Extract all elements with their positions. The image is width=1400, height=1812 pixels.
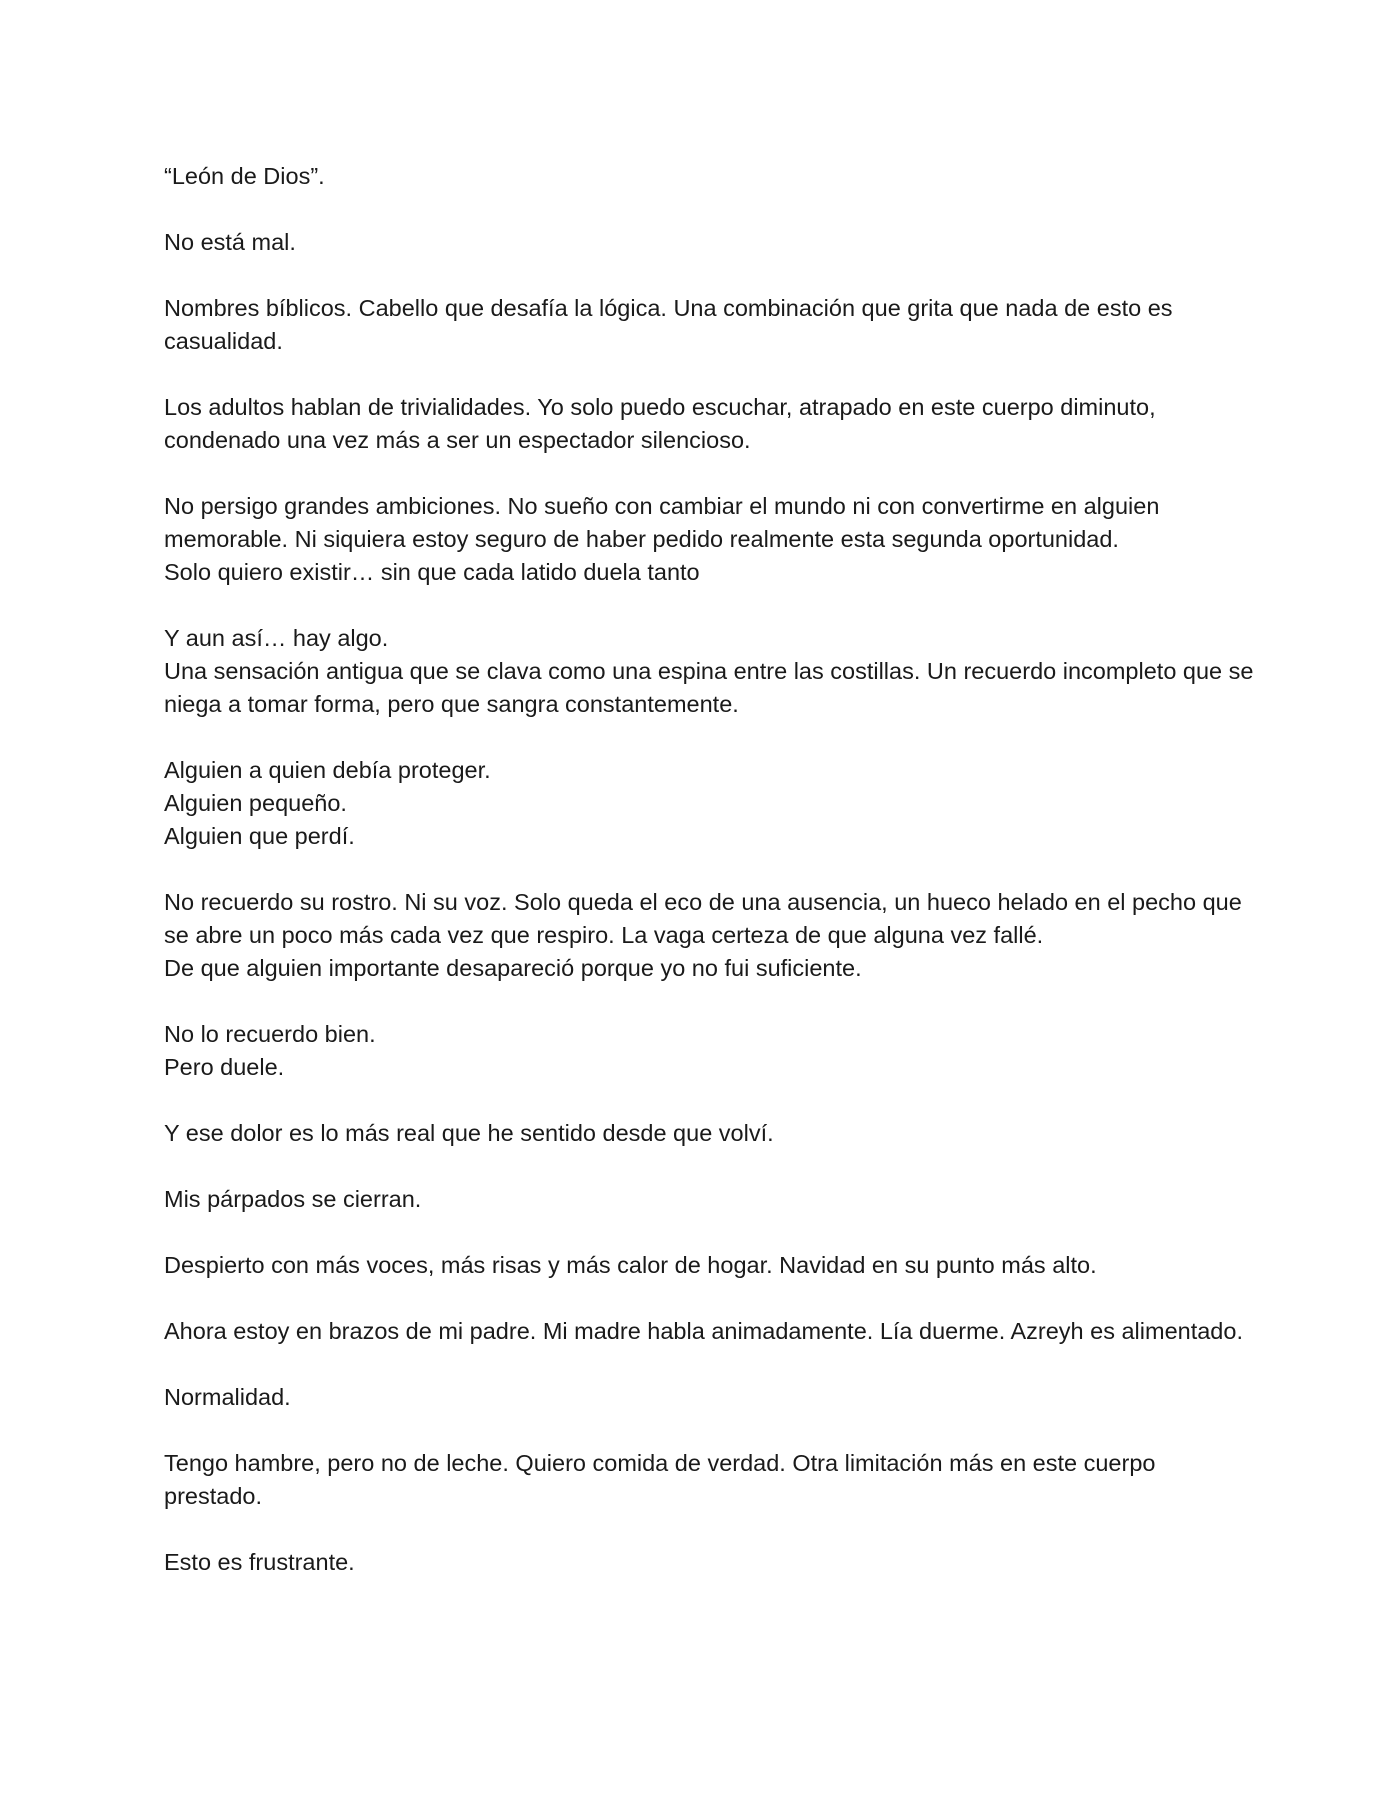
paragraph-13: Ahora estoy en brazos de mi padre. Mi madre habla animadamente. Lía duerme. Azreyh es alimentado. [164, 1318, 1243, 1344]
paragraph-1: “León de Dios”. [164, 163, 325, 189]
paragraph-9: No lo recuerdo bien. Pero duele. [164, 1021, 376, 1080]
paragraph-6: Y aun así… hay algo. Una sensación antigua que se clava como una espina entre las costillas. Un recuerdo incompleto que se niega a tomar forma, pero que sangra constantemente. [164, 625, 1254, 717]
paragraph-15: Tengo hambre, pero no de leche. Quiero comida de verdad. Otra limitación más en este cuerpo prestado. [164, 1450, 1156, 1509]
document-page [164, 160, 1254, 1612]
paragraph-14: Normalidad. [164, 1384, 291, 1410]
paragraph-7: Alguien a quien debía proteger. Alguien pequeño. Alguien que perdí. [164, 757, 491, 849]
paragraph-12: Despierto con más voces, más risas y más calor de hogar. Navidad en su punto más alto. [164, 1252, 1097, 1278]
paragraph-10: Y ese dolor es lo más real que he sentido desde que volví. [164, 1120, 774, 1146]
paragraph-8: No recuerdo su rostro. Ni su voz. Solo queda el eco de una ausencia, un hueco helado en el pecho que se abre un poco más cada vez que respiro. La vaga certeza de que alguna vez fallé. De que alguien importante desapareció porque yo no fui suficiente. [164, 889, 1242, 981]
paragraph-4: Los adultos hablan de trivialidades. Yo solo puedo escuchar, atrapado en este cuerpo diminuto, condenado una vez más a ser un espectador silencioso. [164, 394, 1156, 453]
paragraph-2: No está mal. [164, 229, 296, 255]
paragraph-11: Mis párpados se cierran. [164, 1186, 422, 1212]
paragraph-5: No persigo grandes ambiciones. No sueño con cambiar el mundo ni con convertirme en alguien memorable. Ni siquiera estoy seguro de haber pedido realmente esta segunda oportunidad. Solo quiero existir… sin que cada latido duela tanto [164, 493, 1160, 585]
paragraph-3: Nombres bíblicos. Cabello que desafía la lógica. Una combinación que grita que nada de esto es casualidad. [164, 295, 1173, 354]
paragraph-16: Esto es frustrante. [164, 1549, 355, 1575]
